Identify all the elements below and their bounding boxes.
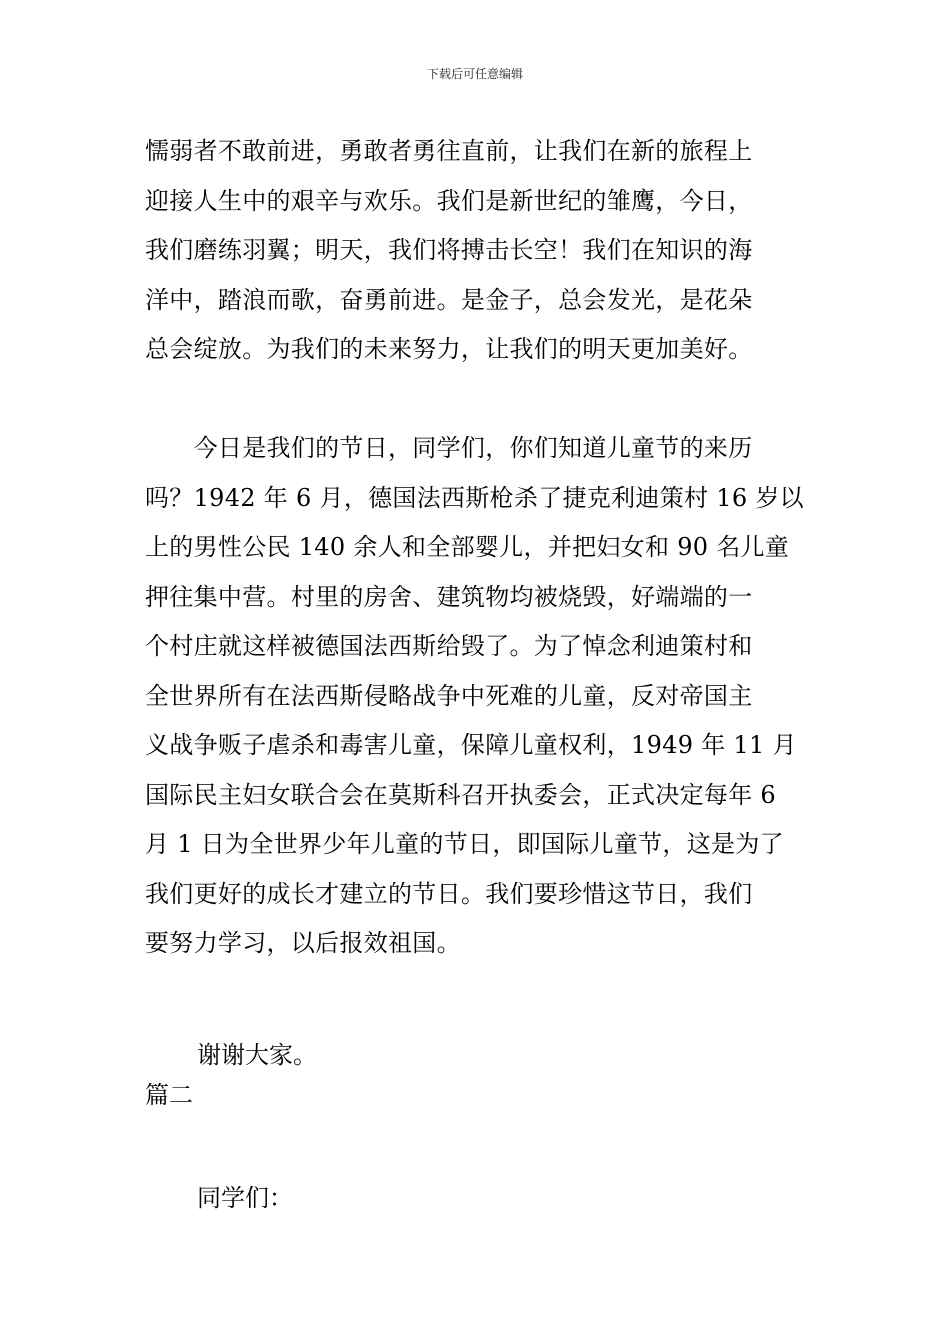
paragraph-line: 国际民主妇女联合会在莫斯科召开执委会，正式决定每年 6 <box>145 780 776 809</box>
paragraph-line: 月 1 日为全世界少年儿童的节日，即国际儿童节，这是为了 <box>145 830 784 858</box>
paragraph-2 <box>145 424 809 969</box>
paragraph-line: 押往集中营。村里的房舍、建筑物均被烧毁，好端端的一 <box>145 582 753 611</box>
paragraph-line: 洋中，踏浪而歌，奋勇前进。是金子，总会发光，是花朵 <box>145 285 753 314</box>
paragraph-line: 今日是我们的节日，同学们，你们知道儿童节的来历 <box>145 434 753 462</box>
section-greeting: 同学们： <box>197 1184 293 1212</box>
closing-thanks: 谢谢大家。 <box>197 1041 317 1069</box>
page-header: 下载后可任意编辑 <box>426 67 523 81</box>
paragraph-1 <box>145 127 809 375</box>
paragraph-line: 总会绽放。为我们的未来努力，让我们的明天更加美好。 <box>145 335 753 363</box>
paragraph-line: 懦弱者不敢前进，勇敢者勇往直前，让我们在新的旅程上 <box>145 137 753 165</box>
paragraph-line: 全世界所有在法西斯侵略战争中死难的儿童，反对帝国主 <box>145 681 753 710</box>
section-title: 篇二 <box>145 1081 193 1109</box>
paragraph-line: 我们磨练羽翼；明天，我们将搏击长空！我们在知识的海 <box>145 236 753 264</box>
paragraph-line: 个村庄就这样被德国法西斯给毁了。为了悼念利迪策村和 <box>145 632 753 660</box>
paragraph-line: 义战争贩子虐杀和毒害儿童，保障儿童权利，1949 年 11 月 <box>145 731 797 759</box>
paragraph-line: 迎接人生中的艰辛与欢乐。我们是新世纪的雏鹰，今日， <box>145 186 753 215</box>
paragraph-line: 我们更好的成长才建立的节日。我们要珍惜这节日，我们 <box>145 879 753 908</box>
paragraph-line: 上的男性公民 140 余人和全部婴儿，并把妇女和 90 名儿童 <box>145 533 790 561</box>
paragraph-line: 要努力学习，以后报效祖国。 <box>145 929 461 957</box>
paragraph-line: 吗？1942 年 6 月，德国法西斯枪杀了捷克利迪策村 16 岁以 <box>145 483 804 512</box>
